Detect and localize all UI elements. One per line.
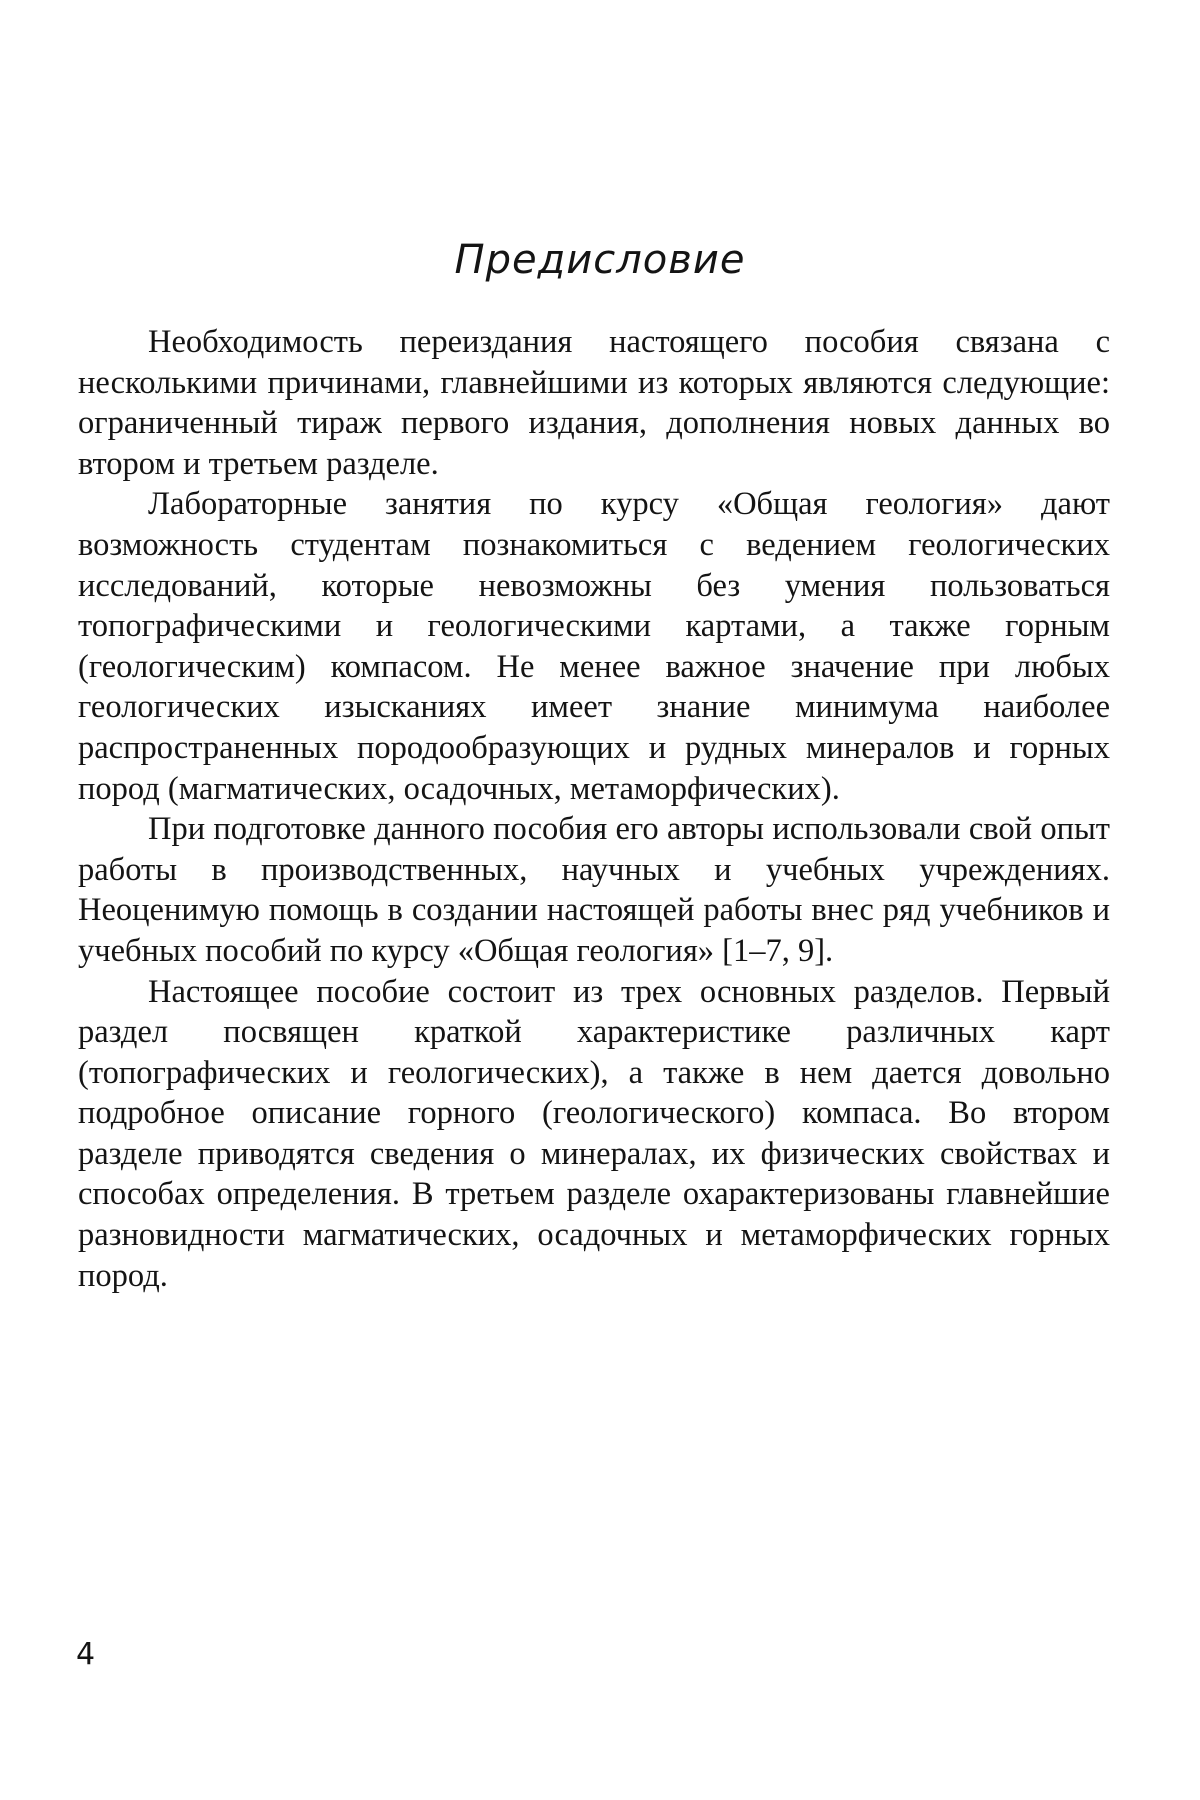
preface-body [78, 322, 1110, 1296]
paragraph-2: Лабораторные занятия по курсу «Общая геология» дают возможность студентам познакомиться с ведением геологических исследований, которые невозможны без умения пользоваться топографическими и геологическими картами, а также горным (геологическим) компасом. Не менее важное значение при любых геологических изысканиях имеет знание минимума наиболее распространенных породообразующих и рудных минералов и горных пород (магматических, осадочных, метаморфических). [78, 486, 1110, 807]
paragraph-3: При подготовке данного пособия его авторы использовали свой опыт работы в производственных, научных и учебных учреждениях. Неоценимую помощь в создании настоящей работы внес ряд учебников и учебных пособий по курсу «Общая геология» [1–7, 9]. [78, 811, 1110, 969]
paragraph-4: Настоящее пособие состоит из трех основных разделов. Первый раздел посвящен краткой характеристике различных карт (топографических и геологических), а также в нем дается довольно подробное описание горного (геологического) компаса. Во втором разделе приводятся сведения о минералах, их физических свойствах и способах определения. В третьем разделе охарактеризованы главнейшие разновидности магматических, осадочных и метаморфических горных пород. [78, 973, 1110, 1294]
page-number: 4 [76, 1637, 96, 1672]
paragraph-1: Необходимость переиздания настоящего пособия связана с несколькими причинами, главнейшими из которых являются следующие: ограниченный тираж первого издания, дополнения новых данных во втором и третьем разделе. [78, 324, 1110, 482]
page-title: Предисловие [454, 237, 746, 283]
